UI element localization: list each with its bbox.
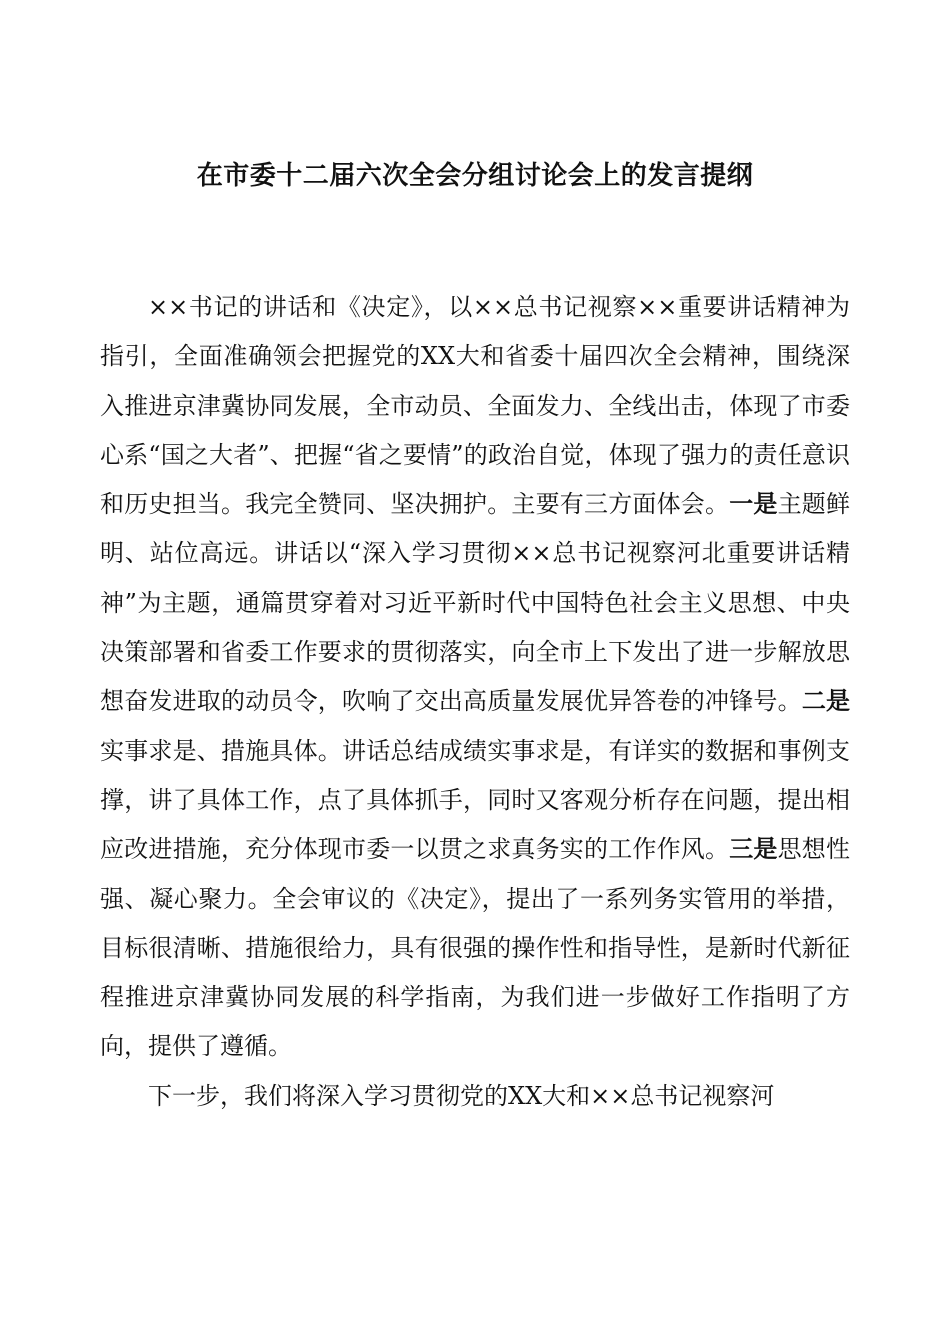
point-2-label: 二是 <box>801 687 851 716</box>
point-3-text: 思想性强、凝心聚力。全会审议的《决定》，提出了一系列务实管用的举措，目标很清晰、措施很给力，具有很强的操作性和指导性，是新时代新征程推进京津冀协同发展的科学指南，为我们进一步做好工作指明了方向，提供了遵循。 <box>100 835 851 1061</box>
document-title: 在市委十二届六次全会分组讨论会上的发言提纲 <box>196 161 754 191</box>
point-1-text: 主题鲜明、站位高远。讲话以“深入学习贯彻××总书记视察河北重要讲话精神”为主题，通篇贯穿着对习近平新时代中国特色社会主义思想、中央决策部署和省委工作要求的贯彻落实，向全市上下发出了进一步解放思想奋发进取的动员令，吹响了交出高质量发展优异答卷的冲锋号。 <box>100 490 851 716</box>
paragraph-1-intro: ××书记的讲话和《决定》，以××总书记视察××重要讲话精神为指引，全面准确领会把握党的XX大和省委十届四次全会精神，围绕深入推进京津冀协同发展，全市动员、全面发力、全线出击，体现了市委心系“国之大者”、把握“省之要情”的政治自觉，体现了强力的责任意识和历史担当。我完全赞同、坚决拥护。主要有三方面体会。 <box>100 293 850 519</box>
paragraph-1 <box>100 283 850 1072</box>
point-1-label: 一是 <box>729 490 778 519</box>
point-2-text: 实事求是、措施具体。讲话总结成绩实事求是，有详实的数据和事例支撑，讲了具体工作，点了具体抓手，同时又客观分析存在问题，提出相应改进措施，充分体现市委一以贯之求真务实的工作作风。 <box>100 736 850 864</box>
document-body <box>100 283 850 1121</box>
paragraph-2: 下一步，我们将深入学习贯彻党的XX大和××总书记视察河 <box>148 1081 775 1110</box>
point-3-label: 三是 <box>729 835 778 864</box>
